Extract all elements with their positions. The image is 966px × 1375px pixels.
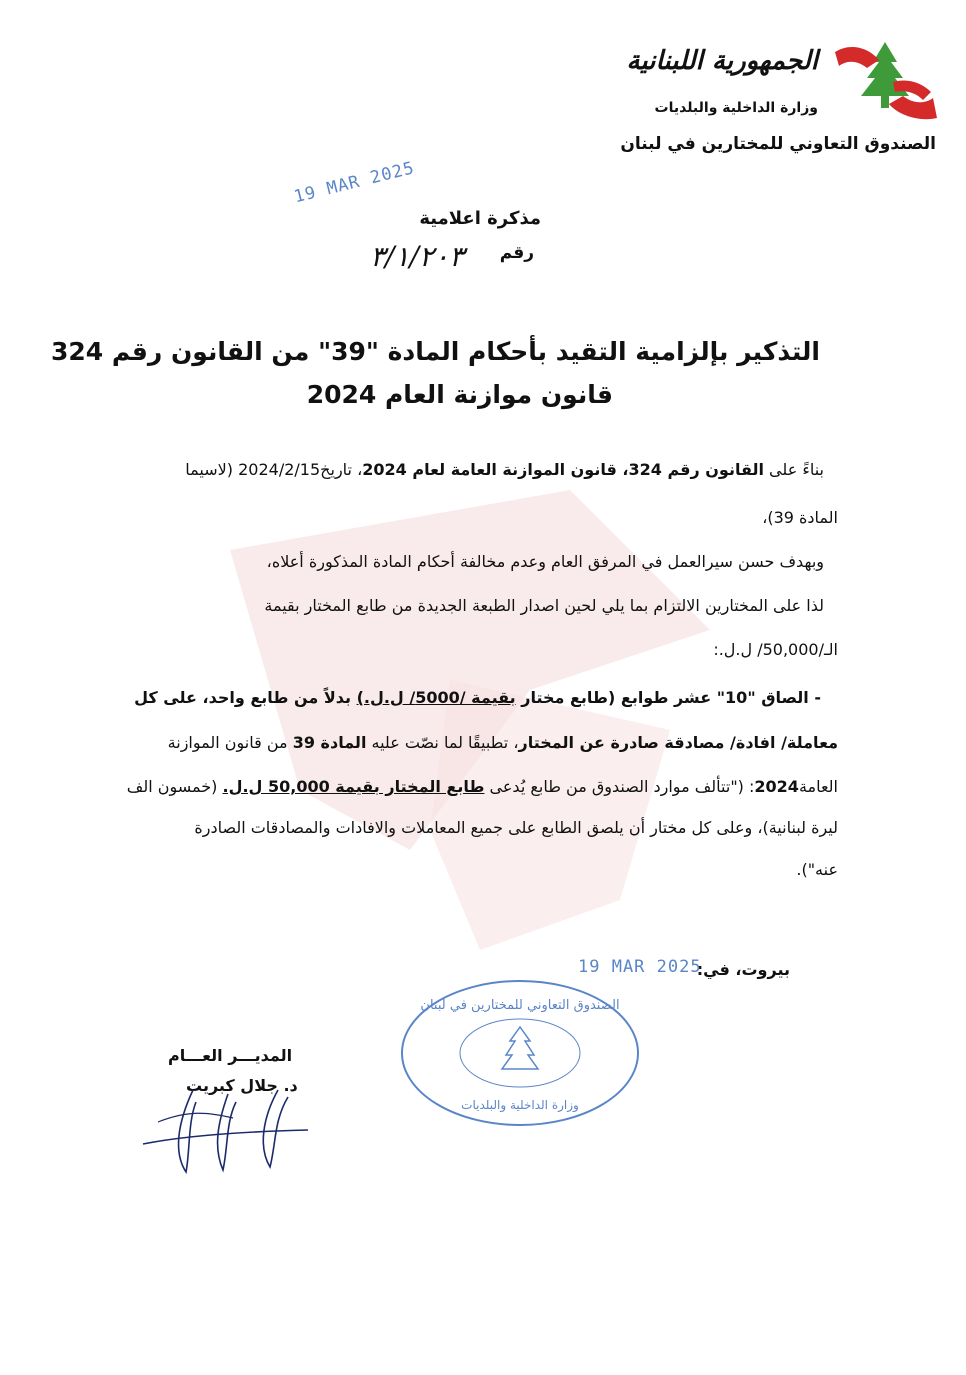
memo-number: ٣/١/٢٠٣ — [369, 240, 464, 273]
paragraph-4-line-1: - الصاق "10" عشر طوابع (طابع مختار بقيمة /5000/ ل.ل.) بدلاً من طابع واحد، على كل — [134, 688, 821, 707]
official-seal — [398, 975, 643, 1130]
memo-title: مذكرة اعلامية — [419, 208, 541, 229]
subject-line-2: قانون موازنة العام 2024 — [306, 380, 613, 409]
director-title: المديـــر العـــام — [168, 1046, 293, 1065]
seal-outer-text: الصندوق التعاوني للمختارين في لبنان — [420, 998, 620, 1013]
ministry-name: وزارة الداخلية والبلديات — [654, 100, 818, 116]
seal-inner-text: وزارة الداخلية والبلديات — [461, 1098, 579, 1112]
place-date-label: بيروت، في: — [696, 960, 790, 979]
paragraph-1-line-1: بناءً على القانون رقم 324، قانون الموازنة العامة لعام 2024، تاريخ2024/2/15 (لاسيما — [185, 460, 824, 479]
director-name: د. جلال كبريت — [186, 1076, 298, 1095]
received-date-stamp: 19 MAR 2025 — [292, 158, 417, 208]
paragraph-4-line-2: معاملة/ افادة/ مصادقة صادرة عن المختار، تطبيقًا لما نصّت عليه المادة 39 من قانون الموازنة — [167, 733, 838, 752]
memo-number-label: رقم — [499, 243, 534, 263]
paragraph-4-line-3: العامة2024: ("تتألف موارد الصندوق من طابع يُدعى طابع المختار بقيمة 50,000 ل.ل. (خمسون الف — [126, 777, 838, 796]
signature — [138, 1082, 313, 1177]
paragraph-4-line-5: عنه"). — [796, 860, 838, 879]
paragraph-3-line-1: لذا على المختارين الالتزام بما يلي لحين اصدار الطبعة الجديدة من طابع المختار بقيمة — [264, 596, 824, 615]
paragraph-1-line-2: المادة 39)، — [762, 508, 838, 527]
subject-line-1: التذكير بإلزامية التقيد بأحكام المادة "39" من القانون رقم 324 — [50, 337, 820, 366]
republic-title: الجمهورية اللبنانية — [626, 46, 818, 76]
fund-logo-icon — [833, 38, 939, 122]
watermark-logo — [150, 430, 850, 990]
paragraph-3-line-2: الـ/50,000/ ل.ل.: — [713, 640, 838, 659]
fund-name: الصندوق التعاوني للمختارين في لبنان — [620, 134, 936, 154]
paragraph-4-line-4: ليرة لبنانية)، وعلى كل مختار أن يلصق الطابع على جميع المعاملات والافادات والمصادقات الصادرة — [194, 818, 838, 837]
paragraph-2: وبهدف حسن سيرالعمل في المرفق العام وعدم مخالفة أحكام المادة المذكورة أعلاه، — [266, 552, 824, 571]
issue-date-stamp: 19 MAR 2025 — [578, 957, 702, 977]
